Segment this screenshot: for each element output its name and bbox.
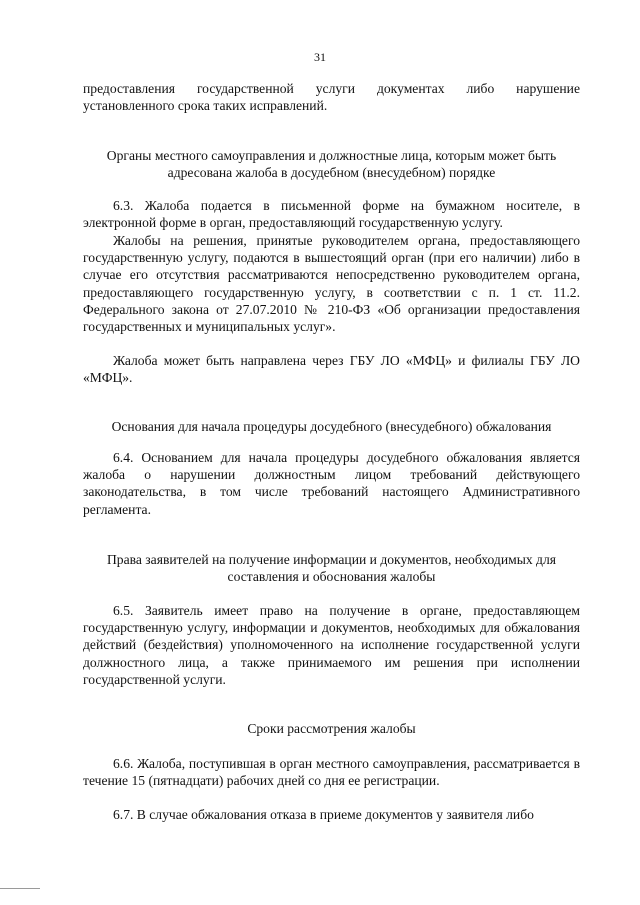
paragraph-continuation: предоставления государственной услуги документах либо нарушение установленного срока таких исправлений. [83,81,580,114]
paragraph-6-5: 6.5. Заявитель имеет право на получение в органе, предоставляющем государственную услугу, информации и документов, необходимых для обжалования действий (бездействия) уполномоченного на исполнение государственной услуги должностного лица, а также принимаемого им решения при исполнении государственной услуги. [83,603,580,687]
paragraph-6-7: 6.7. В случае обжалования отказа в приеме документов у заявителя либо [113,807,534,822]
paragraph-mfc: Жалоба может быть направлена через ГБУ ЛО «МФЦ» и филиалы ГБУ ЛО «МФЦ». [83,353,580,386]
heading-applicant-rights: Права заявителей на получение информации и документов, необходимых для составления и обоснования жалобы [106,552,557,585]
paragraph-6-3: 6.3. Жалоба подается в письменной форме на бумажном носителе, в электронной форме в орган, предоставляющий государственную услугу. [83,198,580,231]
paragraph-6-6: 6.6. Жалоба, поступившая в орган местного самоуправления, рассматривается в течение 15 (пятнадцати) рабочих дней со дня ее регистрации. [83,756,580,789]
paragraph-6-4: 6.4. Основанием для начала процедуры досудебного обжалования является жалоба о нарушении должностным лицом требований действующего законодательства, в том числе требований настоящего Административного регламента. [83,450,580,517]
paragraph-complaints-on-decisions: Жалобы на решения, принятые руководителем органа, предоставляющего государственную услугу, подаются в вышестоящий орган (при его наличии) либо в случае его отсутствия рассматриваются непосредственно руководителем органа, предоставляющего государственную услугу, в соответствии с п. 1 ст. 11.2. Федерального закона от 27.07.2010 № 210-ФЗ «Об организации предоставления государственных и муниципальных услуг». [83,233,580,335]
heading-complaint-recipients: Органы местного самоуправления и должностные лица, которым может быть адресована жалоба в досудебном (внесудебном) порядке [106,148,557,181]
page-number: 31 [314,50,326,64]
heading-grounds: Основания для начала процедуры досудебного (внесудебного) обжалования [111,419,552,434]
margin-mark [0,888,40,889]
heading-review-terms: Сроки рассмотрения жалобы [247,721,416,736]
